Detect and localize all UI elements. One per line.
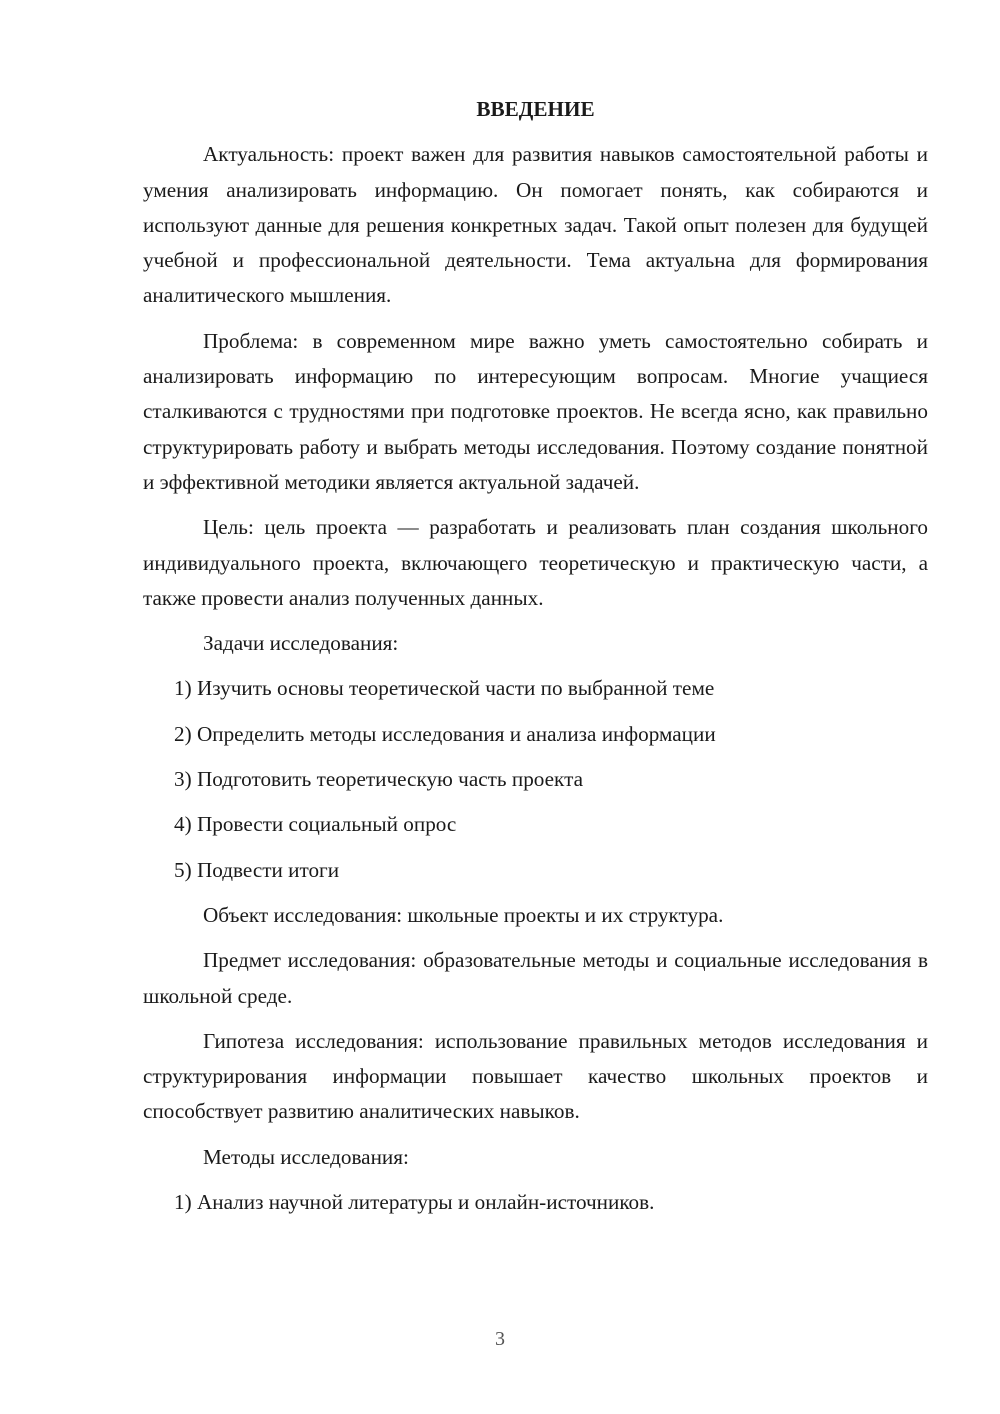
list-item: 3) Подготовить теоретическую часть проекта — [174, 767, 583, 792]
page-title: ВВЕДЕНИЕ — [476, 97, 595, 121]
tasks-heading: Задачи исследования: — [203, 631, 399, 656]
list-item: 1) Анализ научной литературы и онлайн-источников. — [174, 1190, 655, 1215]
relevance-paragraph: Актуальность: проект важен для развития навыков самостоятельной работы и умения анализировать информацию. Он помогает понять, как собираются и используют данные для решения конкретных задач. Такой опыт полезен для будущей учебной и профессиональной деятельности. Тема актуальна для формирования аналитического мышления. — [143, 142, 928, 308]
tasks-list — [143, 671, 928, 887]
problem-paragraph: Проблема: в современном мире важно уметь самостоятельно собирать и анализировать информацию по интересующим вопросам. Многие учащиеся сталкиваются с трудностями при подготовке проектов. Не всегда ясно, как правильно структурировать работу и выбрать методы исследования. Поэтому создание понятной и эффективной методики является актуальной задачей. — [143, 328, 928, 494]
list-item: 2) Определить методы исследования и анализа информации — [174, 721, 716, 746]
methods-list — [143, 1185, 928, 1220]
methods-heading: Методы исследования: — [203, 1144, 409, 1169]
subject-paragraph: Предмет исследования: образовательные методы и социальные исследования в школьной среде. — [143, 948, 928, 1008]
list-item: 1) Изучить основы теоретической части по выбранной теме — [174, 676, 715, 701]
list-item: 4) Провести социальный опрос — [174, 812, 457, 837]
page-number: 3 — [495, 1328, 505, 1350]
goal-paragraph: Цель: цель проекта — разработать и реализовать план создания школьного индивидуального проекта, включающего теоретическую и практическую части, а также провести анализ полученных данных. — [143, 515, 928, 610]
list-item: 5) Подвести итоги — [174, 857, 340, 882]
hypothesis-paragraph: Гипотеза исследования: использование правильных методов исследования и структурирования информации повышает качество школьных проектов и способствует развитию аналитических навыков. — [143, 1028, 928, 1124]
document-body — [143, 92, 928, 1220]
object-paragraph: Объект исследования: школьные проекты и их структура. — [203, 902, 724, 927]
